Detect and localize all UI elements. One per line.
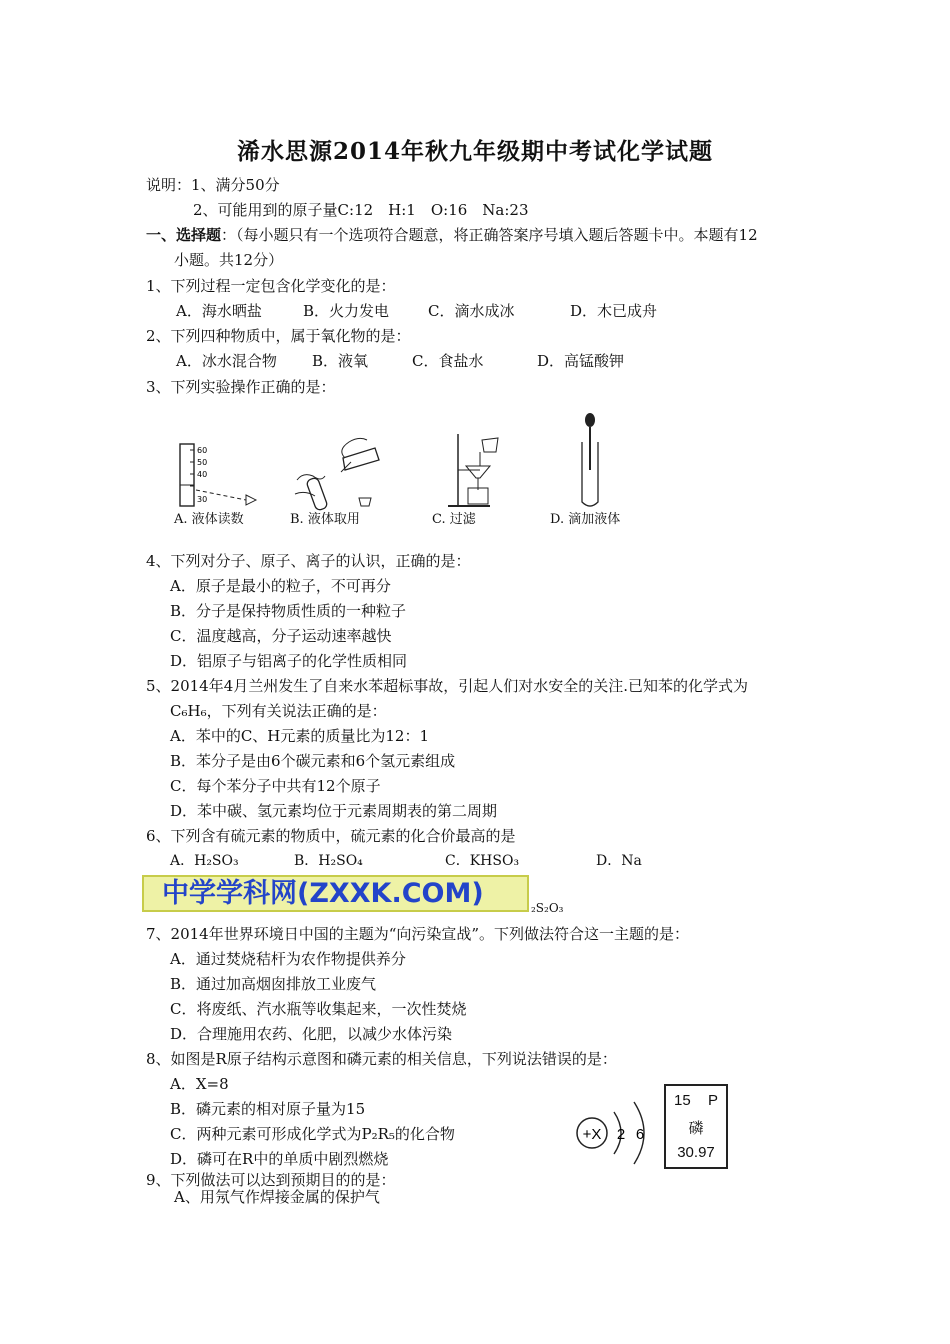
q8-stem: 8、如图是R原子结构示意图和磷元素的相关信息，下列说法错误的是： [146, 1050, 617, 1068]
shell-2-electrons: 6 [635, 1126, 645, 1143]
q7-option-a: A．通过焚烧秸杆为农作物提供养分 [170, 950, 406, 968]
figure-d-caption: D. 滴加液体 [550, 512, 621, 527]
section-1-heading [146, 225, 758, 245]
q4-option-c: C．温度越高，分子运动速率越快 [170, 627, 392, 645]
tick-label: 60 [197, 446, 208, 455]
figure-a-caption: A. 液体读数 [174, 512, 244, 527]
q5-option-c: C．每个苯分子中共有12个原子 [170, 777, 381, 795]
q1-stem: 1、下列过程一定包含化学变化的是： [146, 277, 396, 295]
q5-stem-cont: C₆H₆，下列有关说法正确的是： [170, 702, 387, 720]
intro-line-2: 2、可能用到的原子量C:12 H:1 O:16 Na:23 [193, 201, 529, 219]
element-name: 磷 [688, 1119, 704, 1137]
section-desc: ：（每小题只有一个选项符合题意，将正确答案序号填入题后答题卡中。本题有12 [221, 226, 758, 244]
q8-option-c: C．两种元素可形成化学式为P₂R₅的化合物 [170, 1125, 455, 1143]
q6-stem: 6、下列含有硫元素的物质中，硫元素的化合价最高的是 [146, 827, 516, 845]
watermark-banner: 中学学科网(ZXXK.COM) [142, 875, 529, 912]
section-heading: 一、选择题 [146, 226, 222, 244]
q2-option-a: A．冰水混合物 [176, 352, 277, 370]
graduated-cylinder-figure [170, 440, 270, 510]
q4-option-b: B．分子是保持物质性质的一种粒子 [170, 602, 407, 620]
tick-label: 50 [197, 458, 208, 467]
phosphorus-element-cell [664, 1084, 728, 1169]
tick-label: 40 [197, 470, 208, 479]
nucleus-label: +X [582, 1126, 602, 1143]
q7-option-c: C．将废纸、汽水瓶等收集起来，一次性焚烧 [170, 1000, 467, 1018]
q7-stem: 7、2014年世界环境日中国的主题为“向污染宣战”。下列做法符合这一主题的是： [146, 925, 690, 943]
q4-option-a: A．原子是最小的粒子，不可再分 [170, 577, 391, 595]
q8-option-d: D．磷可在R中的单质中剧烈燃烧 [170, 1150, 389, 1168]
exam-title: 浠水思源2014年秋九年级期中考试化学试题 [236, 138, 713, 165]
element-symbol: P [707, 1092, 718, 1109]
section-1-desc-cont: 小题。共12分） [174, 251, 284, 269]
figure-b-caption: B. 液体取用 [290, 512, 360, 527]
q5-stem: 5、2014年4月兰州发生了自来水苯超标事故，引起人们对水安全的关注.已知苯的化学式为 [146, 677, 749, 695]
liquid-pouring-figure [285, 420, 385, 512]
q6-option-d-cont: ₂S₂O₃ [531, 901, 564, 915]
figure-c-caption: C. 过滤 [432, 512, 476, 527]
dropper-figure [570, 412, 610, 512]
atomic-number: 15 [674, 1092, 691, 1109]
q8-option-b: B．磷元素的相对原子量为15 [170, 1100, 366, 1118]
q1-option-b: B．火力发电 [303, 302, 390, 320]
q5-option-d: D．苯中碳、氢元素均位于元素周期表的第二周期 [170, 802, 498, 820]
q1-option-d: D．木已成舟 [570, 302, 658, 320]
q3-stem: 3、下列实验操作正确的是： [146, 378, 336, 396]
q2-stem: 2、下列四种物质中，属于氧化物的是： [146, 327, 411, 345]
q7-option-d: D．合理施用农药、化肥，以减少水体污染 [170, 1025, 453, 1043]
q6-option-b: B．H₂SO₄ [294, 853, 363, 869]
q9-stem: 9、下列做法可以达到预期目的的是： [146, 1171, 396, 1189]
q5-option-a: A．苯中的C、H元素的质量比为12：1 [170, 727, 430, 745]
atom-structure-diagram [570, 1088, 660, 1170]
q1-option-c: C．滴水成冰 [428, 302, 515, 320]
q5-option-b: B．苯分子是由6个碳元素和6个氢元素组成 [170, 752, 456, 770]
filtration-figure [440, 430, 510, 512]
q7-option-b: B．通过加高烟囱排放工业废气 [170, 975, 377, 993]
q6-option-a: A．H₂SO₃ [170, 853, 239, 869]
q6-option-d: D．Na [596, 853, 642, 869]
q4-option-d: D．铝原子与铝离子的化学性质相同 [170, 652, 408, 670]
q2-option-c: C．食盐水 [412, 352, 484, 370]
intro-line-1: 说明：1、满分50分 [146, 176, 280, 194]
q6-option-c: C．KHSO₃ [445, 853, 520, 869]
q4-stem: 4、下列对分子、原子、离子的认识，正确的是： [146, 552, 471, 570]
q8-option-a: A．X=8 [170, 1075, 229, 1093]
q1-option-a: A．海水晒盐 [176, 302, 262, 320]
atomic-mass: 30.97 [677, 1144, 715, 1161]
q2-option-d: D．高锰酸钾 [537, 352, 625, 370]
shell-1-electrons: 2 [616, 1126, 626, 1143]
tick-label: 30 [197, 495, 208, 504]
q9-option-a: A、用氖气作焊接金属的保护气 [174, 1188, 380, 1206]
q2-option-b: B．液氧 [312, 352, 369, 370]
